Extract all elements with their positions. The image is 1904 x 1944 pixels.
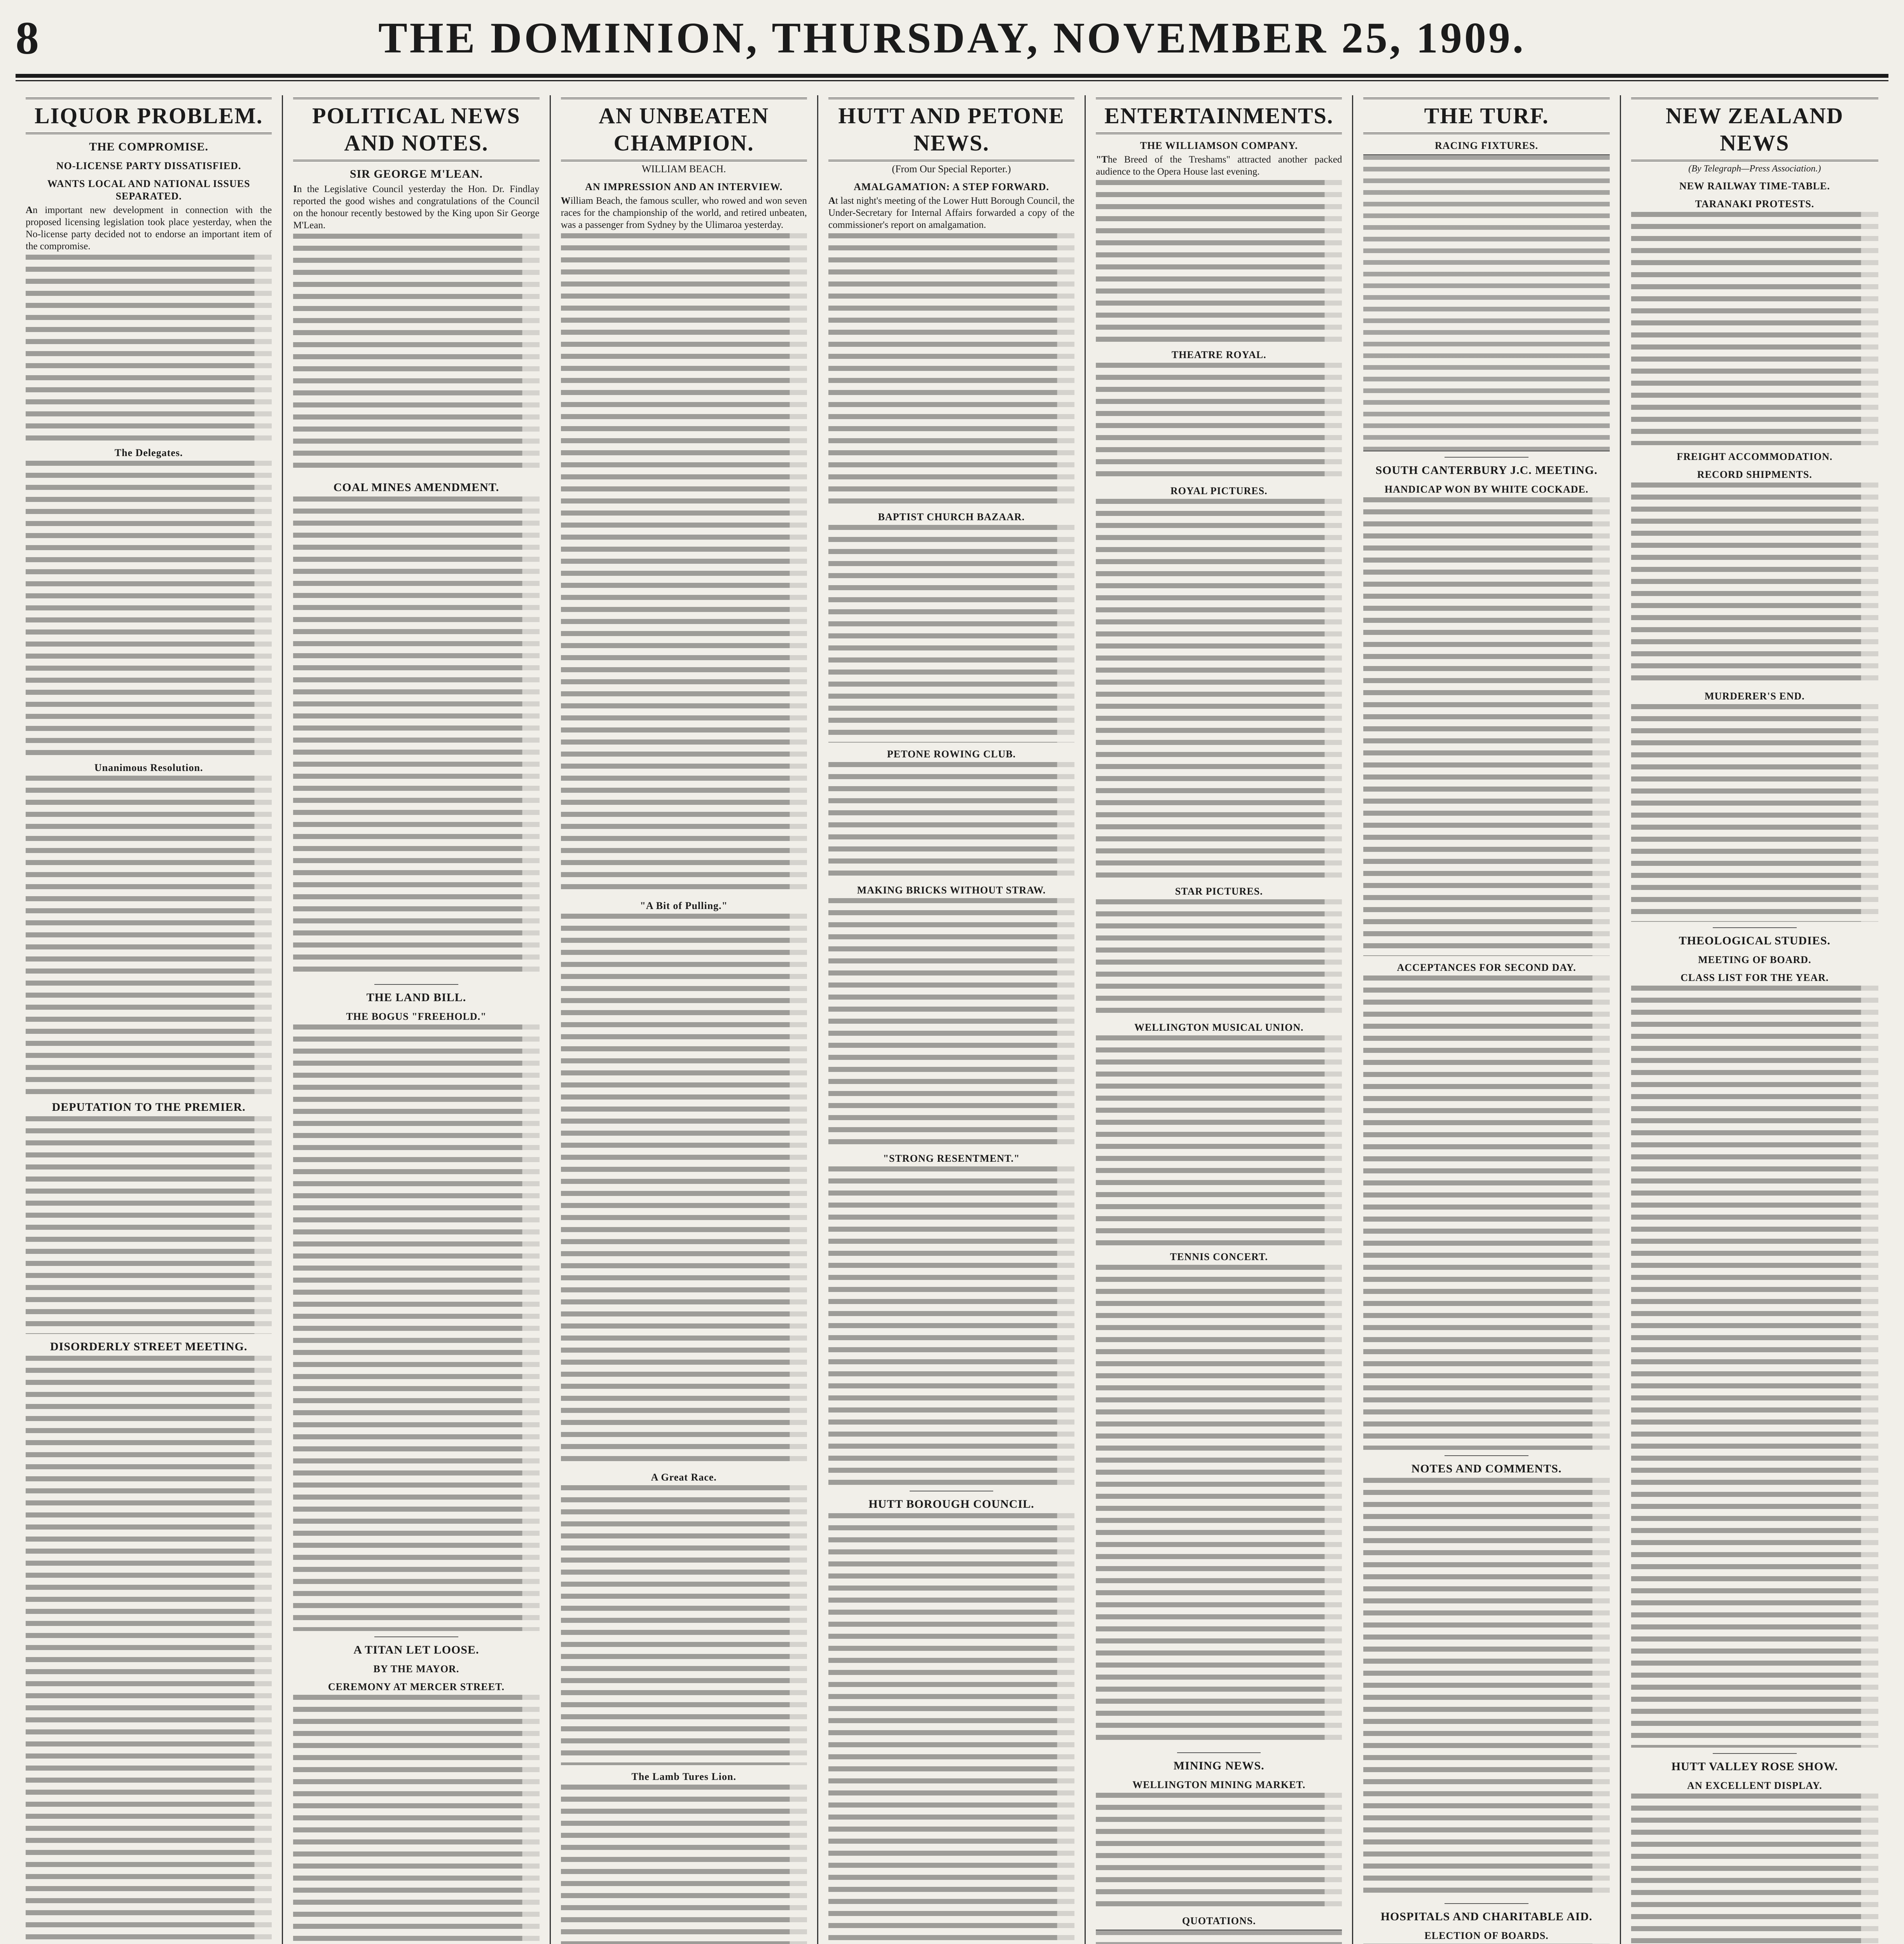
article-heading: THEOLOGICAL STUDIES. [1679, 934, 1831, 947]
article-body [1631, 212, 1878, 445]
article-subheading: WELLINGTON MUSICAL UNION. [1134, 1022, 1304, 1033]
article-subheading: AN IMPRESSION AND AN INTERVIEW. [585, 181, 783, 192]
article-body [293, 1695, 539, 1944]
article-heading: SIR GEORGE M'LEAN. [349, 168, 483, 180]
article-body [293, 496, 539, 979]
newspaper-dateline: THE DOMINION, THURSDAY, NOVEMBER 25, 1909. [378, 14, 1526, 62]
article-body [1096, 363, 1342, 479]
article-body [26, 461, 272, 756]
masthead-rule-thin [16, 80, 1888, 81]
divider [1713, 927, 1797, 928]
masthead-rule [16, 74, 1888, 78]
article-subheading: RECORD SHIPMENTS. [1697, 469, 1812, 480]
column-hutt-petone-news [818, 95, 1086, 1944]
article-subheading: The Lamb Tures Lion. [631, 1771, 736, 1782]
article-body [828, 1513, 1074, 1944]
page-number: 8 [16, 12, 39, 64]
column-the-turf [1353, 95, 1621, 1944]
article-heading: HUTT VALLEY ROSE SHOW. [1671, 1760, 1838, 1773]
article-lede: William Beach, the famous sculler, who rowed and won seven races for the championship of the world, and retired unbeaten, was a passenger from Sydney by the Ulimaroa yesterday. [561, 196, 807, 230]
article-subheading: TARANAKI PROTESTS. [1695, 198, 1815, 210]
column-new-zealand-news [1621, 95, 1888, 1944]
section-subheading: (By Telegraph—Press Association.) [1688, 164, 1821, 174]
article-subheading: Unanimous Resolution. [94, 762, 203, 773]
article-body [1631, 483, 1878, 685]
article-body [1096, 1035, 1342, 1245]
article-subheading: ROYAL PICTURES. [1170, 485, 1268, 496]
article-subheading: PETONE ROWING CLUB. [887, 748, 1016, 760]
article-subheading: THEATRE ROYAL. [1171, 349, 1266, 360]
article-subheading: The Delegates. [114, 447, 183, 458]
article-heading: DEPUTATION TO THE PREMIER. [52, 1101, 246, 1114]
article-lede: At last night's meeting of the Lower Hutt Borough Council, the Under-Secretary for Internal Affairs forwarded a copy of the commissioner's report on amalgamation. [828, 196, 1075, 230]
article-heading: COAL MINES AMENDMENT. [333, 481, 500, 494]
article-body [26, 1116, 272, 1334]
article-heading: HUTT BOROUGH COUNCIL. [868, 1498, 1034, 1510]
article-subheading: RACING FIXTURES. [1435, 140, 1539, 151]
article-heading: NOTES AND COMMENTS. [1411, 1462, 1562, 1475]
article-subheading: MURDERER'S END. [1705, 691, 1805, 702]
article-body [1096, 499, 1342, 880]
article-subheading: NO-LICENSE PARTY DISSATISFIED. [56, 160, 241, 171]
article-subheading: MAKING BRICKS WITHOUT STRAW. [857, 885, 1046, 896]
article-body [1096, 180, 1342, 343]
article-heading: DISORDERLY STREET MEETING. [50, 1340, 248, 1353]
article-body [561, 233, 807, 894]
article-body [26, 1356, 272, 1944]
article-subheading: STAR PICTURES. [1175, 886, 1263, 897]
article-heading: MINING NEWS. [1173, 1759, 1265, 1772]
article-body [1631, 1794, 1878, 1944]
article-subheading: "A Bit of Pulling." [640, 900, 728, 911]
article-subheading: CEREMONY AT MERCER STREET. [328, 1681, 505, 1692]
article-body [1363, 1478, 1609, 1898]
article-body [828, 525, 1074, 743]
article-lede: "The Breed of the Treshams" attracted another packed audience to the Opera House last evening. [1096, 154, 1342, 177]
article-subheading: BY THE MAYOR. [373, 1663, 459, 1675]
divider [1445, 457, 1528, 458]
article-body [26, 776, 272, 1094]
column-entertainments [1086, 95, 1353, 1944]
article-heading: THE LAND BILL. [366, 991, 466, 1004]
article-body [1096, 899, 1342, 1016]
article-subheading: A Great Race. [651, 1472, 717, 1483]
article-subheading: TENNIS CONCERT. [1170, 1251, 1268, 1262]
article-body [561, 1785, 807, 1944]
article-body [293, 1024, 539, 1631]
article-body [1363, 975, 1609, 1450]
article-body [26, 255, 272, 441]
section-heading: LIQUOR PROBLEM. [26, 98, 272, 134]
divider [1445, 1903, 1528, 1904]
article-lede: In the Legislative Council yesterday the Hon. Dr. Findlay reported the good wishes and congratulations of the Council on the honour recently bestowed by the King upon Sir George M'Lean. [293, 184, 540, 231]
article-subheading: WANTS LOCAL AND NATIONAL ISSUES SEPARATED. [47, 178, 250, 202]
article-body [1096, 1793, 1342, 1909]
article-body [561, 914, 807, 1466]
article-lede: An important new development in connection with the proposed licensing legislation took place yesterday, when the No-license party decided not to endorse an important item of the compromise. [26, 205, 272, 252]
column-political-news [283, 95, 550, 1944]
article-subheading: ELECTION OF BOARDS. [1424, 1930, 1549, 1941]
quotations-table [1096, 1930, 1342, 1944]
section-heading: ENTERTAINMENTS. [1096, 98, 1342, 134]
racing-fixtures-list [1363, 154, 1609, 451]
section-heading: NEW ZEALAND NEWS [1631, 98, 1878, 161]
article-subheading: AMALGAMATION: A STEP FORWARD. [854, 181, 1049, 192]
article-subheading: "STRONG RESENTMENT." [883, 1153, 1020, 1164]
article-byline: WILLIAM BEACH. [641, 163, 726, 175]
article-body [1363, 497, 1609, 956]
divider [1445, 1455, 1528, 1456]
newspaper-columns [16, 95, 1888, 1944]
column-unbeaten-champion [551, 95, 818, 1944]
divider [1713, 1753, 1797, 1754]
article-subheading: NEW RAILWAY TIME-TABLE. [1679, 180, 1830, 192]
article-body [293, 234, 539, 475]
divider [374, 984, 458, 985]
article-subheading: BAPTIST CHURCH BAZAAR. [878, 511, 1025, 523]
article-body [828, 898, 1074, 1147]
divider [374, 1636, 458, 1637]
article-heading: HOSPITALS AND CHARITABLE AID. [1380, 1910, 1593, 1923]
article-body [561, 1485, 807, 1765]
article-body [828, 762, 1074, 879]
article-subheading: THE WILLIAMSON COMPANY. [1140, 140, 1298, 151]
article-subheading: HANDICAP WON BY WHITE COCKADE. [1384, 484, 1589, 495]
article-body [1631, 704, 1878, 922]
article-body [828, 1166, 1074, 1485]
article-body [828, 233, 1074, 505]
article-body [1631, 986, 1878, 1748]
column-liquor-problem [16, 95, 283, 1944]
section-heading: HUTT AND PETONE NEWS. [828, 98, 1074, 161]
article-heading: SOUTH CANTERBURY J.C. MEETING. [1375, 464, 1598, 477]
article-subheading: ACCEPTANCES FOR SECOND DAY. [1397, 962, 1576, 973]
article-heading: A TITAN LET LOOSE. [353, 1643, 479, 1656]
section-heading: POLITICAL NEWS AND NOTES. [293, 98, 539, 161]
divider [1177, 1752, 1261, 1753]
article-subheading: MEETING OF BOARD. [1698, 954, 1811, 965]
article-body [1096, 1265, 1342, 1747]
article-subheading: QUOTATIONS. [1182, 1915, 1256, 1927]
article-subheading: THE BOGUS "FREEHOLD." [346, 1011, 487, 1022]
article-byline: (From Our Special Reporter.) [892, 163, 1011, 175]
article-subheading: AN EXCELLENT DISPLAY. [1687, 1780, 1822, 1791]
article-subheading: FREIGHT ACCOMMODATION. [1677, 451, 1833, 462]
article-subheading: WELLINGTON MINING MARKET. [1132, 1779, 1306, 1790]
section-heading: THE TURF. [1363, 98, 1609, 134]
article-subheading: CLASS LIST FOR THE YEAR. [1680, 972, 1829, 983]
article-heading: THE COMPROMISE. [89, 140, 208, 153]
section-heading: AN UNBEATEN CHAMPION. [561, 98, 807, 161]
